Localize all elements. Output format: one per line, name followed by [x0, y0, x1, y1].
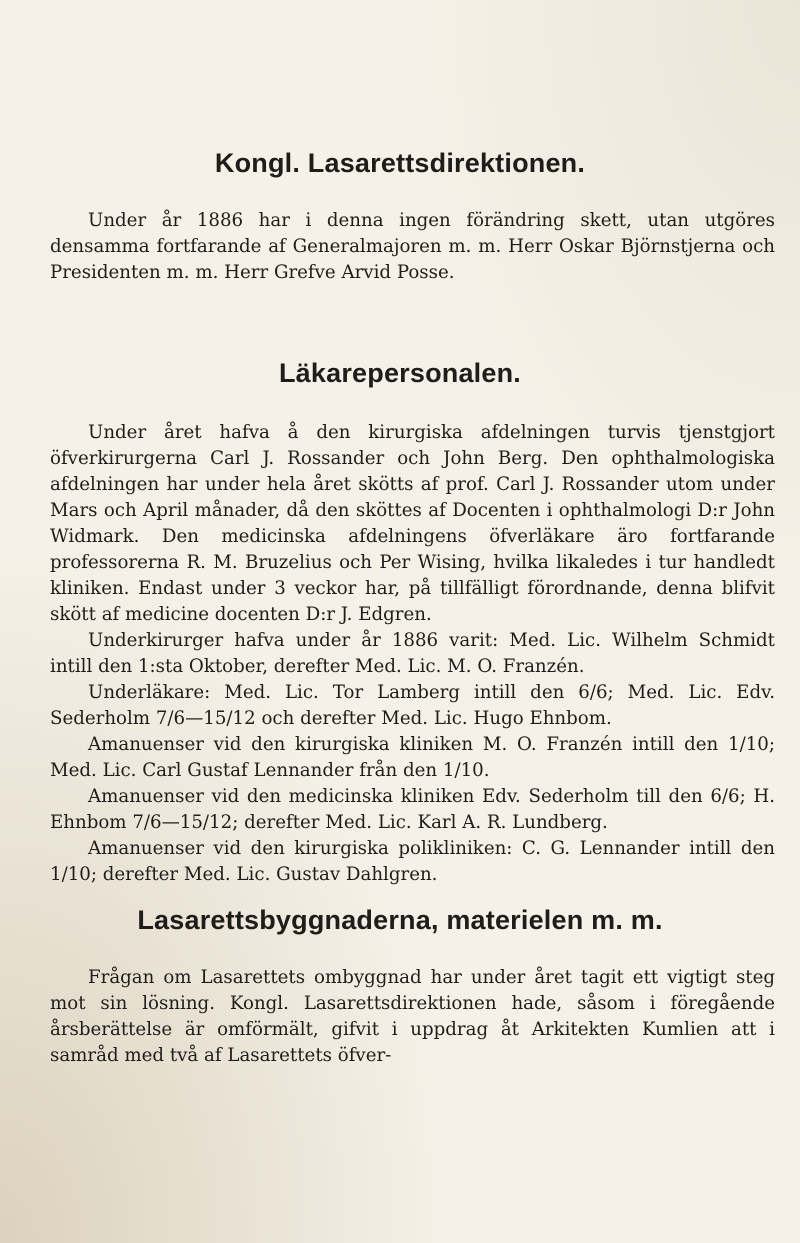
section-byggnader-body — [50, 965, 775, 1069]
section-lakarepersonalen-body — [50, 420, 775, 888]
paragraph-ombyggnad: Frågan om Lasarettets ombyggnad har under året tagit ett vigtigt steg mot sin lösning. Kongl. Lasarettsdirektionen hade, såsom i föregående årsberättelse är omförmält, gifvit i uppdrag åt Arkitekten Kumlien att i samråd med två af Lasarettets öfver- — [50, 967, 775, 1066]
section-direktionen-body — [50, 208, 775, 286]
heading-lakarepersonalen: Läkarepersonalen. — [278, 358, 521, 388]
paragraph-direktionen: Under år 1886 har i denna ingen förändring skett, utan utgöres densamma fortfarande af Generalmajoren m. m. Herr Oskar Björnstjerna och Presidenten m. m. Herr Grefve Arvid Posse. — [50, 210, 775, 283]
paragraph-amanuenser-kirurgiska: Amanuenser vid den kirurgiska kliniken M. O. Franzén intill den 1/10; Med. Lic. Carl Gustaf Lennander från den 1/10. — [50, 734, 775, 781]
paragraph-amanuenser-poliklinik: Amanuenser vid den kirurgiska polikliniken: C. G. Lennander intill den 1/10; derefter Med. Lic. Gustav Dahlgren. — [50, 838, 775, 885]
heading-lasarettsdirektionen: Kongl. Lasarettsdirektionen. — [214, 148, 586, 178]
paragraph-underkirurger: Underkirurger hafva under år 1886 varit: Med. Lic. Wilhelm Schmidt intill den 1:sta Oktober, derefter Med. Lic. M. O. Franzén. — [50, 630, 775, 677]
paragraph-tjenstgoring: Under året hafva å den kirurgiska afdelningen turvis tjenstgjort öfverkirurgerna Carl J. Rossander och John Berg. Den ophthalmologiska afdelningen har under hela året skötts af prof. Carl J. Rossander utom under Mars och April månader, då den sköttes af Docenten i ophthalmologi D:r John Widmark. Den medicinska afdelningens öfverläkare äro fortfarande professorerna R. M. Bruzelius och Per Wising, hvilka likaledes i tur handledt kliniken. Endast under 3 veckor har, på tillfälligt förordnande, denna blifvit skött af medicine docenten D:r J. Edgren. — [50, 422, 775, 625]
paragraph-underlakare: Underläkare: Med. Lic. Tor Lamberg intill den 6/6; Med. Lic. Edv. Sederholm 7/6—15/12 och derefter Med. Lic. Hugo Ehnbom. — [50, 682, 775, 729]
paragraph-amanuenser-medicinska: Amanuenser vid den medicinska kliniken Edv. Sederholm till den 6/6; H. Ehnbom 7/6—15/12; derefter Med. Lic. Karl A. R. Lundberg. — [50, 786, 775, 833]
heading-lasarettsbyggnaderna: Lasarettsbyggnaderna, materielen m. m. — [137, 905, 663, 935]
